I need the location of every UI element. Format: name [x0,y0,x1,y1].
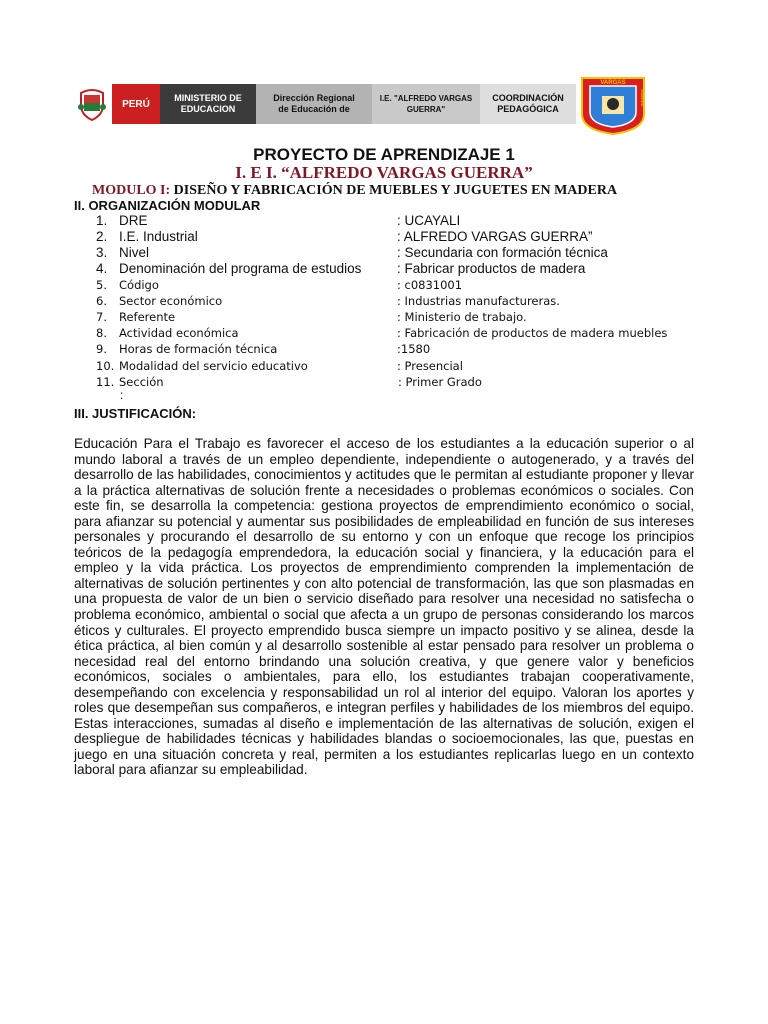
org-row [0,213,768,229]
modulo-text: DISEÑO Y FABRICACIÓN DE MUEBLES Y JUGUETES EN MADERA [170,183,618,198]
org-num: 3. [96,245,108,260]
header-ministerio [160,84,256,124]
org-row [0,278,768,294]
org-label: Código [119,278,159,292]
org-value: : UCAYALI [397,213,461,228]
peru-shield-icon [72,84,112,124]
header-ie [372,84,480,124]
org-value: : Presencial [397,359,463,373]
org-row [0,326,768,342]
org-label: DRE [119,213,148,228]
header-coordinacion [480,84,576,124]
org-label: Sección [119,375,164,389]
page-title: PROYECTO DE APRENDIZAJE 1 [253,145,515,164]
org-value: :1580 [397,342,431,356]
org-value: : Fabricación de productos de madera muebles [397,326,668,340]
org-label: Actividad económica [119,326,239,340]
org-row [0,375,768,391]
org-row [0,310,768,326]
org-row [0,294,768,310]
org-row [0,342,768,358]
header-band [72,84,576,124]
org-num: 7. [96,310,107,324]
org-num: 2. [96,229,108,244]
org-num: 11. [96,375,115,389]
crest-side-text: GUERRA [640,89,645,107]
org-num: 9. [96,342,107,356]
org-heading: II. ORGANIZACIÓN MODULAR [74,198,261,213]
org-row [0,359,768,375]
org-row [0,229,768,245]
school-crest-icon [578,74,648,136]
org-num: 5. [96,278,107,292]
header-ie-text: I.E. "ALFREDO VARGAS GUERRA" [379,94,473,114]
org-value: : ALFREDO VARGAS GUERRA” [397,229,593,244]
org-num: 6. [96,294,107,308]
modulo-label: MODULO I: [92,183,171,198]
school-name: I. E I. “ALFREDO VARGAS GUERRA” [235,163,533,182]
org-value: : c0831001 [397,278,463,292]
org-value: : Ministerio de trabajo. [397,310,527,324]
modulo-line [92,183,617,199]
org-label: Horas de formación técnica [119,342,278,356]
org-value: : Fabricar productos de madera [397,261,586,276]
header-dre-text: Dirección Regional de Educación de [273,93,355,114]
header-coordinacion-text: COORDINACIÓN PEDAGÓGICA [492,93,564,114]
header-ministerio-text: MINISTERIO DE EDUCACION [174,93,242,114]
header-dre [256,84,372,124]
org-value: : Secundaria con formación técnica [397,245,608,260]
org-label: Denominación del programa de estudios [119,261,362,276]
org-value: : Primer Grado [398,375,482,389]
justificacion-heading: III. JUSTIFICACIÓN: [74,406,197,421]
justificacion-body: Educación Para el Trabajo es favorecer el acceso de los estudiantes a la educación superior o al mundo laboral a través de un empleo dependiente, independiente o autogenerado, y a través del desarrollo de las habilidades, conocimientos y actitudes que le permitan al estudiante proponer y llevar a la práctica alternativas de solución frente a necesidades o problemas económicos o sociales. Con este fin, se desarrolla la competencia: gestiona proyectos de emprendimiento económico o social, para afianzar su potencial y aumentar sus posibilidades de empleabilidad en función de sus intereses personales y procurando el desarrollo de su entorno y con un enfoque que recoge los principios teóricos de la pedagogía emprendedora, la educación social y financiera, y la educación para el empleo y la vida práctica. Los proyectos de emprendimiento comprenden la implementación de alternativas de solución pertinentes y con alto potencial de transformación, las que son plasmadas en una propuesta de valor de un bien o servicio diseñado para resolver una necesidad no satisfecha o problema económico, ambiental o social que afecta a un grupo de personas considerando los marcos éticos y culturales. El proyecto emprendido busca siempre un impacto positivo y se alinea, desde la ética práctica, al bien común y al desarrollo sostenible al estar pensado para resolver un problema o necesidad real del entorno brindando una solución creativa, y que genere valor y beneficios económicos, sociales o ambientales, para ello, los estudiantes trabajan cooperativamente, desempeñando con excelencia y responsabilidad un rol al interior del equipo. Valoran los aportes y roles que desempeñan sus compañeros, e integran perfiles y habilidades de los miembros del equipo. Estas interacciones, sumadas al diseño e implementación de las alternativas de solución, exigen el despliegue de habilidades técnicas y habilidades blandas o socioemocionales, las que, puestas en juego en una situación concreta y real, permiten a los estudiantes replicarlas luego en un contexto laboral para afianzar su empleabilidad. [74,436,694,778]
header-peru: PERÚ [112,84,160,124]
org-row [0,245,768,261]
stray-colon: : [120,388,124,402]
org-label: I.E. Industrial [119,229,198,244]
org-value: : Industrias manufactureras. [397,294,560,308]
crest-top-text: VARGAS [600,80,626,86]
org-num: 8. [96,326,107,340]
org-num: 4. [96,261,108,276]
org-label: Sector económico [119,294,223,308]
org-row [0,261,768,277]
org-num: 10. [96,359,115,373]
org-label: Modalidad del servicio educativo [119,359,308,373]
org-label: Referente [119,310,176,324]
org-num: 1. [96,213,108,228]
org-label: Nivel [119,245,150,260]
